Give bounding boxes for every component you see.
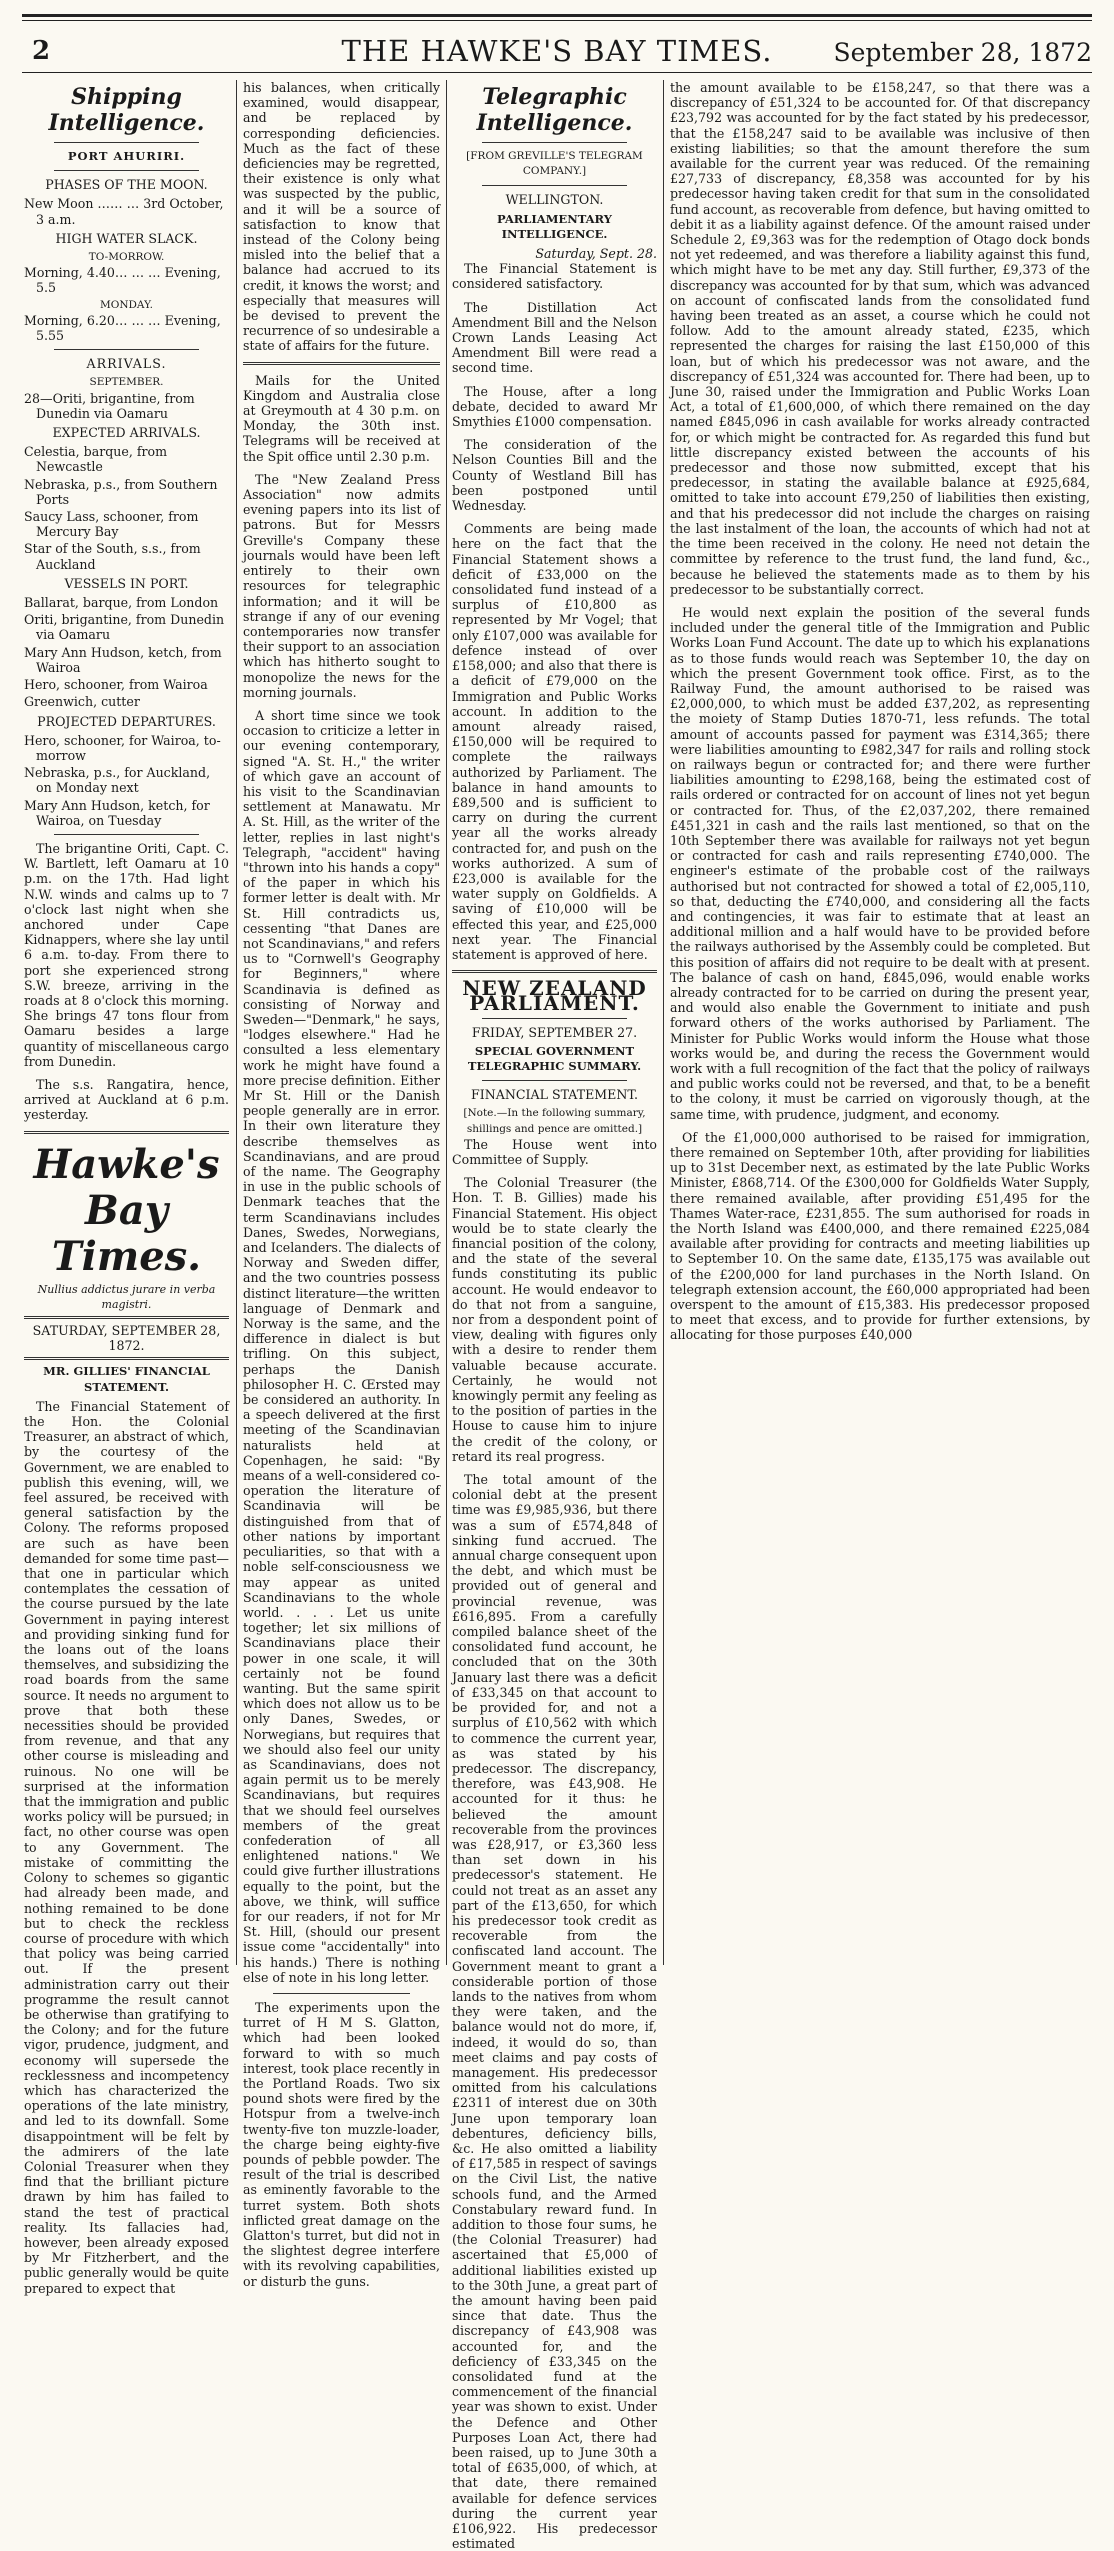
page-title: THE HAWKE'S BAY TIMES. [341, 34, 773, 68]
expected-item: Nebraska, p.s., from Southern Ports [24, 476, 218, 507]
port-heading: PORT AHURIRI. [67, 149, 186, 163]
parliamentary-paragraph: The Distillation Act Amendment Bill and the Nelson Crown Lands Leasing Act Amendment Bill were read a second time. [452, 299, 657, 376]
paper-motto: Nullius addictus jurare in verba magistri. [37, 1282, 216, 1311]
departure-item: Hero, schooner, for Wairoa, to-morrow [24, 732, 221, 763]
column-1 [24, 80, 229, 2296]
column-rule [236, 80, 237, 1965]
financial-paragraph: The total amount of the colonial debt at the present time was £9,985,936, but there was a sum of £574,848 of sinking fund accrued. The annual charge consequent upon the debt, and which must be provided out of general and provincial revenue, was £616,895. From a carefully compiled balance sheet of the consolidated fund account, he concluded that on the 30th January last there was a deficit of £33,345 on that account to be provided for, and not a surplus of £10,562 with which to commence the current year, as was stated by his predecessor. The discrepancy, therefore, was £43,908. He accounted for it thus: he believed the amount recoverable from the provinces was £28,917, or £3,360 less than set down in his predecessor's statement. He could not treat as an asset any part of the £13,650, for which his predecessor took credit as recoverable from the confiscated land account. The Government meant to grant a considerable portion of those lands to the natives from whom they were taken, and the balance would not do more, if, indeed, it would do so, than meet claims and pay costs of management. His predecessor omitted from his calculations £2311 of interest due on 30th June upon temporary loan debentures, deficiency bills, &c. He also omitted a liability of £17,585 in respect of savings on the Civil List, the native schools fund, and the Armed Constabulary reward fund. In addition to those four sums, he (the Colonial Treasurer) had ascertained that £5,000 of additional liabilities existed up to the 30th June, a great part of the amount having been paid since that date. Thus the discrepancy of £43,908 was accounted for, and the deficiency of £33,345 on the consolidated fund at the commencement of the financial year was shown to exist. Under the Defence and Other Purposes Loan Act, there had been raised, up to June 30th a total of £635,000, of which, at that date, there remained available for defence services during the current year £106,922. His predecessor estimated [452, 1472, 657, 2551]
vessels-heading: VESSELS IN PORT. [64, 575, 189, 591]
oriti-paragraph: The brigantine Oriti, Capt. C. W. Bartlett, left Oamaru at 10 p.m. on the 17th. Had light N.W. winds and calms up to 7 o'clock last night when she anchored under Cape Kidnappers, where she lay until 6 a.m. to-day. From there to port she experienced strong S.W. breeze, arriving in the roads at 8 o'clock this morning. She brings 47 tons flour from Oamaru besides a large quantity of miscellaneous cargo from Dunedin. [24, 840, 229, 1069]
article-paragraph: The "New Zealand Press Association" now admits evening papers into its list of patrons. But for Messrs Greville's Company these journals would have been left entirely to their own resources for telegraphic information; and it will be strange if any of our evening contemporaries now transfer their support to an association which has hitherto sought to monopolize the news for the morning journals. [243, 471, 440, 700]
expected-item: Saucy Lass, schooner, from Mercury Bay [24, 509, 199, 540]
vessel-item: Mary Ann Hudson, ketch, from Wairoa [24, 644, 222, 675]
column-3 [452, 80, 657, 2551]
article-paragraph: A short time since we took occasion to criticize a letter in our evening contemporary, signed "A. St. H.," the writer of which gave an account of his visit to the Scandinavian settlement at Manawatu. Mr A. St. Hill, as the writer of the letter, replies in last night's Telegraph, "accident" having "thrown into his hands a copy" of the paper in which his former letter is dealt with. Mr St. Hill contradicts us, cessenting "that Danes are not Scandinavians," and refers us to "Cornwell's Geography for Beginners," where Scandinavia is defined as consisting of Norway and Sweden—"Denmark," he says, "lodges elsewhere." Had he consulted a less elementary work he might have found a more precise definition. Either Mr St. Hill or the Danish people generally are in error. In their own literature they describe themselves as Scandinavians, and are proud of the name. The Geography in use in the public schools of Denmark teaches that the term Scandinavians includes Danes, Swedes, Norwegians, and Icelanders. The dialects of Norway and Sweden differ, and the two countries possess distinct literature—the written language of Denmark and Norway is the same, and the difference in dialect is but trifling. On this subject, perhaps the Danish philosopher H. C. Œrsted may be considered an authority. In a speech delivered at the first meeting of the Scandinavian naturalists held at Copenhagen, he said: "By means of a well-considered co-operation the literature of Scandinavia will be distinguished from that of other nations by important peculiarities, so that with a noble self-consciousness we may appear as united Scandinavians to the whole world. . . . Let us unite together; let six millions of Scandinavians place their power in one scale, it will certainly not be found wanting. But the same spirit which does not allow us to be only Danes, Swedes, or Norwegians, but requires that we should also feel our unity as Scandinavians, does not again permit us to be merely Scandinavians, but requires that we should feel ourselves members of the great confederation of all enlightened nations." We could give further illustrations equally to the point, but the above, we think, will suffice for our readers, if not for Mr St. Hill, (should our present issue come "accidentally" into his hands.) There is nothing else of note in his long letter. [243, 707, 440, 1985]
financial-paragraph: The Colonial Treasurer (the Hon. T. B. Gillies) made his Financial Statement. His object would be to state clearly the financial position of the colony, and the state of the several funds constituting its public account. He would endeavor to do that not from a sanguine, nor from a despondent point of view, dealing with figures only with a desire to render them valuable because accurate. Certainly, he would not knowingly permit any feeling as to the position of parties in the House to cause him to injure the credit of the colony, or retard its real progress. [452, 1175, 657, 1464]
high-water-heading: HIGH WATER SLACK. [55, 230, 198, 246]
expected-heading: EXPECTED ARRIVALS. [52, 425, 201, 441]
top-rule [22, 14, 1092, 17]
vessel-item: Ballarat, barque, from London [24, 595, 219, 611]
issue-date: SATURDAY, SEPTEMBER 28, 1872. [32, 1322, 221, 1354]
arrival-item: 28—Oriti, brigantine, from Dunedin via Oamaru [24, 390, 195, 421]
column-rule [446, 80, 447, 1965]
telegraph-source: [FROM GREVILLE'S TELEGRAM COMPANY.] [466, 150, 643, 178]
departure-item: Mary Ann Hudson, ketch, for Wairoa, on Tuesday [24, 797, 210, 828]
expected-item: Celestia, barque, from Newcastle [24, 444, 168, 475]
shipping-heading: Shipping Intelligence. [48, 84, 205, 136]
editorial-heading: MR. GILLIES' FINANCIAL STATEMENT. [43, 1364, 210, 1394]
page-date: September 28, 1872 [833, 38, 1092, 67]
monday-label: MONDAY. [99, 298, 154, 311]
article-paragraph: his balances, when critically examined, would disappear, and be replaced by corresponding deficiencies. Much as the fact of these deficiencies may be regretted, their existence is only what was suspected by the public, and it will be a source of satisfaction to know that instead of the Colony being misled into the belief that a balance had accrued to its credit, it knows the worst; and especially that measures will be devised to prevent the recurrence of so undesirable a state of affairs for the future. [243, 80, 440, 354]
arrivals-heading: ARRIVALS. [86, 356, 167, 372]
parliamentary-paragraph: Comments are being made here on the fact that the Financial Statement shows a deficit of £33,000 on the consolidated fund instead of a surplus of £10,800 as represented by Mr Vogel; that only £107,000 was available for defence instead of over £158,000; and also that there is a deficit of £79,000 on the Immigration and Public Works account. In addition to the amount already raised, £150,000 will be required to complete the railways authorized by Parliament. The balance in hand amounts to £89,500 and is sufficient to carry on during the current year all the works already contracted for, and push on the works authorized. A sum of £23,000 is available for the water supply on Goldfields. A saving of £10,000 will be effected this year, and £25,000 next year. The Financial statement is approved of here. [452, 521, 657, 962]
financial-paragraph: He would next explain the position of the several funds included under the general title of the Immigration and Public Works Loan Fund Account. The date up to which his explanations as to those funds would reach was September 10, the day on which the present Government took office. First, as to the Railway Fund, the amount authorised to be raised was £2,000,000, to which must be added £37,202, as representing the moiety of Stamp Duties 1870-71, less refunds. The total amount of accounts passed for payment was £314,365; there were liabilities amounting to £982,347 for rails and rolling stock on railways begun or contracted for; and there were further liabilities amounting to £298,168, being the estimated cost of rails ordered or contracted for on account of lines not yet begun or contracted for. Thus, of the £2,037,202, there remained £451,321 in cash and the rails last mentioned, so that on the 10th September there was available for railways not yet begun or contracted for cash and rails representing £740,000. The engineer's estimate of the probable cost of the railways authorised but not contracted for showed a total of £2,005,110, so that, deducting the £740,000, and considering all the facts and contingencies, it was fair to estimate that at least an additional million and a half would have to be provided before the railways authorised by the Assembly could be completed. But this position of affairs did not require to be dealt with at present. The balance of cash on hand, £845,096, would enable works already contracted for to be carried on during the present year, and would also enable the Government to initiate and push forward others of the works authorised by Parliament. The Minister for Public Works would inform the House what those works would be, and during the recess the Government would work with a full recognition of the fact that the policy of railways and public works could not be reversed, and that, to be a benefit to the colony, it must be carried on vigorously though, at the same time, with prudence, judgment, and economy. [670, 604, 1090, 1122]
column-2 [243, 80, 440, 2289]
tomorrow-times: Morning, 4.40… … … Evening, 5.5 [24, 265, 221, 296]
article-paragraph: The experiments upon the turret of H M S. Glatton, which had been looked forward to with so much interest, took place recently in the Portland Roads. Two six pound shots were fired by the Hotspur from a twelve-inch twenty-five ton muzzle-loader, the charge being eighty-five pounds of pebble powder. The result of the trial is described as eminently favorable to the turret system. Both shots inflicted great damage on the Glatton's turret, but did not in the slightest degree interfere with its revolving capabilities, or disturb the guns. [243, 1999, 440, 2289]
parliamentary-date: Saturday, Sept. 28. [535, 246, 657, 262]
page-number: 2 [32, 36, 51, 66]
departure-item: Nebraska, p.s., for Auckland, on Monday next [24, 765, 211, 796]
tomorrow-label: TO-MORROW. [88, 251, 165, 264]
telegraph-heading: Telegraphic Intelligence. [476, 84, 633, 136]
article-paragraph: Mails for the United Kingdom and Australia close at Greymouth at 4 30 p.m. on Monday, the 30th inst. Telegrams will be received at the Spit office until 2.30 p.m. [243, 372, 440, 464]
parliamentary-paragraph: The House, after a long debate, decided to award Mr Smythies £1000 compensation. [452, 383, 657, 430]
financial-paragraph: the amount available to be £158,247, so that there was a discrepancy of £51,324 to be accounted for. Of that discrepancy £23,792 was accounted for by the fact stated by his predecessor, that the £158,247 said to be available was inclusive of then existing liabilities; so that the amount therefore the sum available for the current year was reduced. Of the remaining £27,733 of discrepancy, £8,358 was accounted for by his predecessor having taken credit for that sum in the consolidated fund account, as recoverable from defence, but having omitted to debit it as a liability against defence. Of the amount raised under Schedule 2, £9,363 was for the redemption of Otago dock bonds not yet redeemed, and was therefore a liability against this fund, which might have to be met any day. Still further, £9,373 of the discrepancy was accounted for by that sum, which was advanced on account of confiscated lands from the consolidated fund having been treated as an asset, a course which he could not follow. Add to the amount already stated, £235, which represented the charges for raising the last £150,000 of this loan, but of which his predecessor was not aware, and the discrepancy of £51,324 was accounted for. There had been, up to June 30, raised under the Immigration and Public Works Loan Act, a total of £1,600,000, of which there remained on the day named £845,096 in cash available for works already contracted for, or which might be contracted for. As regarded this fund but little discrepancy existed between the accounts of his predecessor and those now submitted, except that his predecessor, in stating the available balance at £925,684, omitted to take into account £79,250 of liabilities then existing, and that his predecessor did not include the charges on raising the last instalment of the loan, the accounts of which had not at the time been received in the colony. He need not detain the committee by reference to the trust fund, the land fund, &c., because he believed the statements made as to them by his predecessor to be substantially correct. [670, 80, 1090, 597]
financial-paragraph: Of the £1,000,000 authorised to be raised for immigration, there remained on September 10th, after providing for liabilities up to 31st December next, as estimated by the late Public Works Minister, £868,714. Of the £300,000 for Goldfields Water Supply, there remained available, after providing £51,495 for the Thames Water-race, £231,855. The sum authorised for roads in the North Island was £400,000, and there remained £225,084 available after providing for contracts and meeting liabilities up to September 10. On the same date, £135,175 was available out of the £200,000 for land purchases in the North Island. On telegraph extension account, the £60,000 appropriated had been overspent to the amount of £15,383. His predecessor proposed to meet that excess, and to provide for further extensions, by allocating for those purposes £40,000 [670, 1129, 1090, 1343]
nz-parliament-date: FRIDAY, SEPTEMBER 27. [471, 1024, 638, 1040]
vessel-item: Oriti, brigantine, from Dunedin via Oamaru [24, 612, 225, 643]
monday-times: Morning, 6.20… … … Evening, 5.55 [24, 312, 221, 344]
page-header [22, 30, 1092, 70]
special-summary-heading: SPECIAL GOVERNMENT TELEGRAPHIC SUMMARY. [467, 1043, 642, 1073]
vessel-item: Greenwich, cutter [24, 694, 140, 710]
top-rule-thin [22, 20, 1092, 21]
paper-title: Hawke's Bay Times. [33, 1140, 220, 1280]
column-rule [663, 80, 664, 1965]
parliamentary-heading: PARLIAMENTARY INTELLIGENCE. [497, 211, 612, 241]
new-moon: New Moon …… … 3rd October, 3 a.m. [24, 196, 224, 227]
departures-heading: PROJECTED DEPARTURES. [37, 713, 216, 729]
vessel-item: Hero, schooner, from Wairoa [24, 677, 208, 693]
expected-item: Star of the South, s.s., from Auckland [24, 541, 201, 572]
nz-parliament-heading: NEW ZEALAND PARLIAMENT. [462, 976, 647, 1016]
parliamentary-paragraph: The Financial Statement is considered satisfactory. [452, 261, 657, 292]
header-rule [22, 72, 1092, 73]
financial-note: [Note.—In the following summary, shillings and pence are omitted.] [463, 1107, 646, 1135]
financial-statement-heading: FINANCIAL STATEMENT. [471, 1087, 638, 1103]
parliamentary-paragraph: The consideration of the Nelson Counties Bill and the County of Westland Bill has been postponed until Wednesday. [452, 437, 657, 514]
editorial-paragraph: The Financial Statement of the Hon. the Colonial Treasurer, an abstract of which, by the courtesy of the Government, we are enabled to publish this evening, will, we feel assured, be received with general satisfaction by the Colony. The reforms proposed are such as have been demanded for some time past—that one in particular which contemplates the cessation of the course pursued by the late Government in paying interest and providing sinking fund for the loans out of the loans themselves, and subsidizing the road boards from the same source. It needs no argument to prove that both these necessities should be provided from revenue, and that any other course is misleading and ruinous. No one will be surprised at the information that the immigration and public works policy will be pursued; in fact, no other course was open to any Government. The mistake of committing the Colony to schemes so gigantic had already been made, and nothing remained to be done but to check the reckless course of procedure with which that policy was being carried out. If the present administration carry out their programme the result cannot be otherwise than gratifying to the Colony; and for the future vigor, prudence, judgment, and economy will supersede the recklessness and incompetency which has characterized the operations of the late ministry, and led to its downfall. Some disappointment will be felt by the admirers of the late Colonial Treasurer when they find that the brilliant picture drawn by him has failed to stand the test of practical reality. Its fallacies had, however, been already exposed by Mr Fitzherbert, and the public generally would be quite prepared to expect that [24, 1398, 229, 2296]
place-heading: WELLINGTON. [505, 192, 604, 208]
column-4 [670, 80, 1090, 1965]
phases-heading: PHASES OF THE MOON. [45, 177, 208, 193]
financial-paragraph: The House went into Committee of Supply. [452, 1136, 657, 1167]
arrivals-month: SEPTEMBER. [89, 376, 164, 389]
rangatira-paragraph: The s.s. Rangatira, hence, arrived at Auckland at 6 p.m. yesterday. [24, 1076, 229, 1123]
